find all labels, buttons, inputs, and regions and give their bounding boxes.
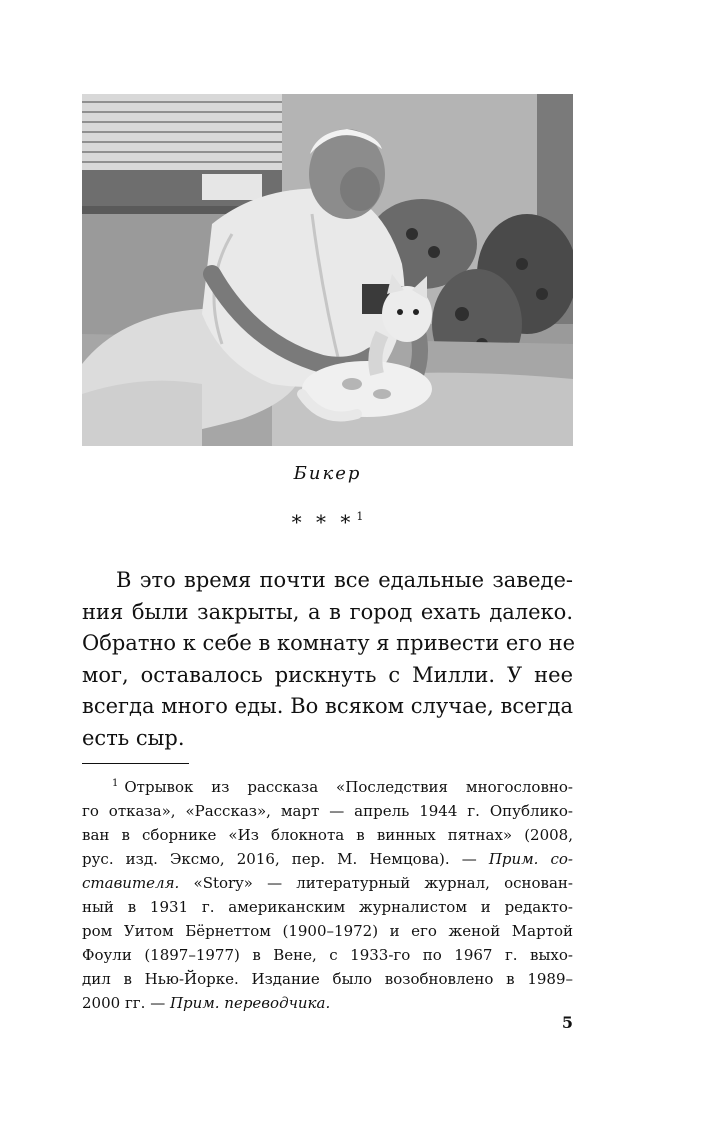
footnote-divider (82, 763, 189, 764)
section-separator (82, 510, 573, 534)
footnote-line: го отказа», «Рассказ», март — апрель 1944 г. Опублико- (82, 802, 573, 820)
main-paragraph (82, 565, 576, 754)
footnote-line: ром Уитом Бёрнеттом (1900–1972) и его женой Мартой (82, 922, 573, 940)
separator-stars: * * * (291, 510, 355, 534)
footnote-note-label: Прим. со- (488, 850, 573, 868)
footnote-line: ван в сборнике «Из блокнота в винных пятнах» (2008, (82, 826, 573, 844)
footnote-text: 2000 гг. — (82, 994, 170, 1012)
paragraph-line: В это время почти все едальные заведе- (116, 568, 573, 592)
footnote-line: ный в 1931 г. американским журналистом и редакто- (82, 898, 573, 916)
footnote-line (82, 991, 573, 1015)
paragraph-line: Обратно к себе в комнату я привести его не (82, 631, 576, 655)
footnote-line (82, 772, 573, 799)
author-photo (82, 94, 573, 446)
footnote-note-label: ставителя. (82, 874, 180, 892)
page-number: 5 (561, 1013, 573, 1032)
paragraph-line: мог, оставалось рискнуть с Милли. У нее (82, 662, 573, 687)
footnote-marker: 1 (112, 778, 119, 789)
footnote-line: дил в Нью-Йорке. Издание было возобновлено в 1989– (82, 970, 573, 988)
footnote-line: Фоули (1897–1977) в Вене, с 1933-го по 1967 г. выхо- (82, 946, 573, 964)
footnote-reference[interactable]: 1 (356, 510, 364, 523)
footnote-text: «Story» — литературный журнал, основан- (179, 874, 573, 892)
footnote-line (82, 871, 573, 895)
footnote-text: рус. изд. Эксмо, 2016, пер. М. Немцова). — (82, 850, 489, 868)
footnote-text: Отрывок из рассказа «Последствия многословно- (124, 778, 573, 796)
paragraph-line: всегда много еды. Во всяком случае, всегда (82, 694, 573, 718)
photo-caption: Бикер (293, 463, 362, 484)
paragraph-line: есть сыр. (82, 725, 185, 750)
photo-image (82, 94, 573, 446)
paragraph-line: ния были закрыты, а в город ехать далеко. (82, 599, 573, 624)
footnote-line (82, 847, 573, 871)
footnote-note-label: Прим. переводчика. (169, 994, 331, 1012)
footnote (82, 772, 573, 1015)
